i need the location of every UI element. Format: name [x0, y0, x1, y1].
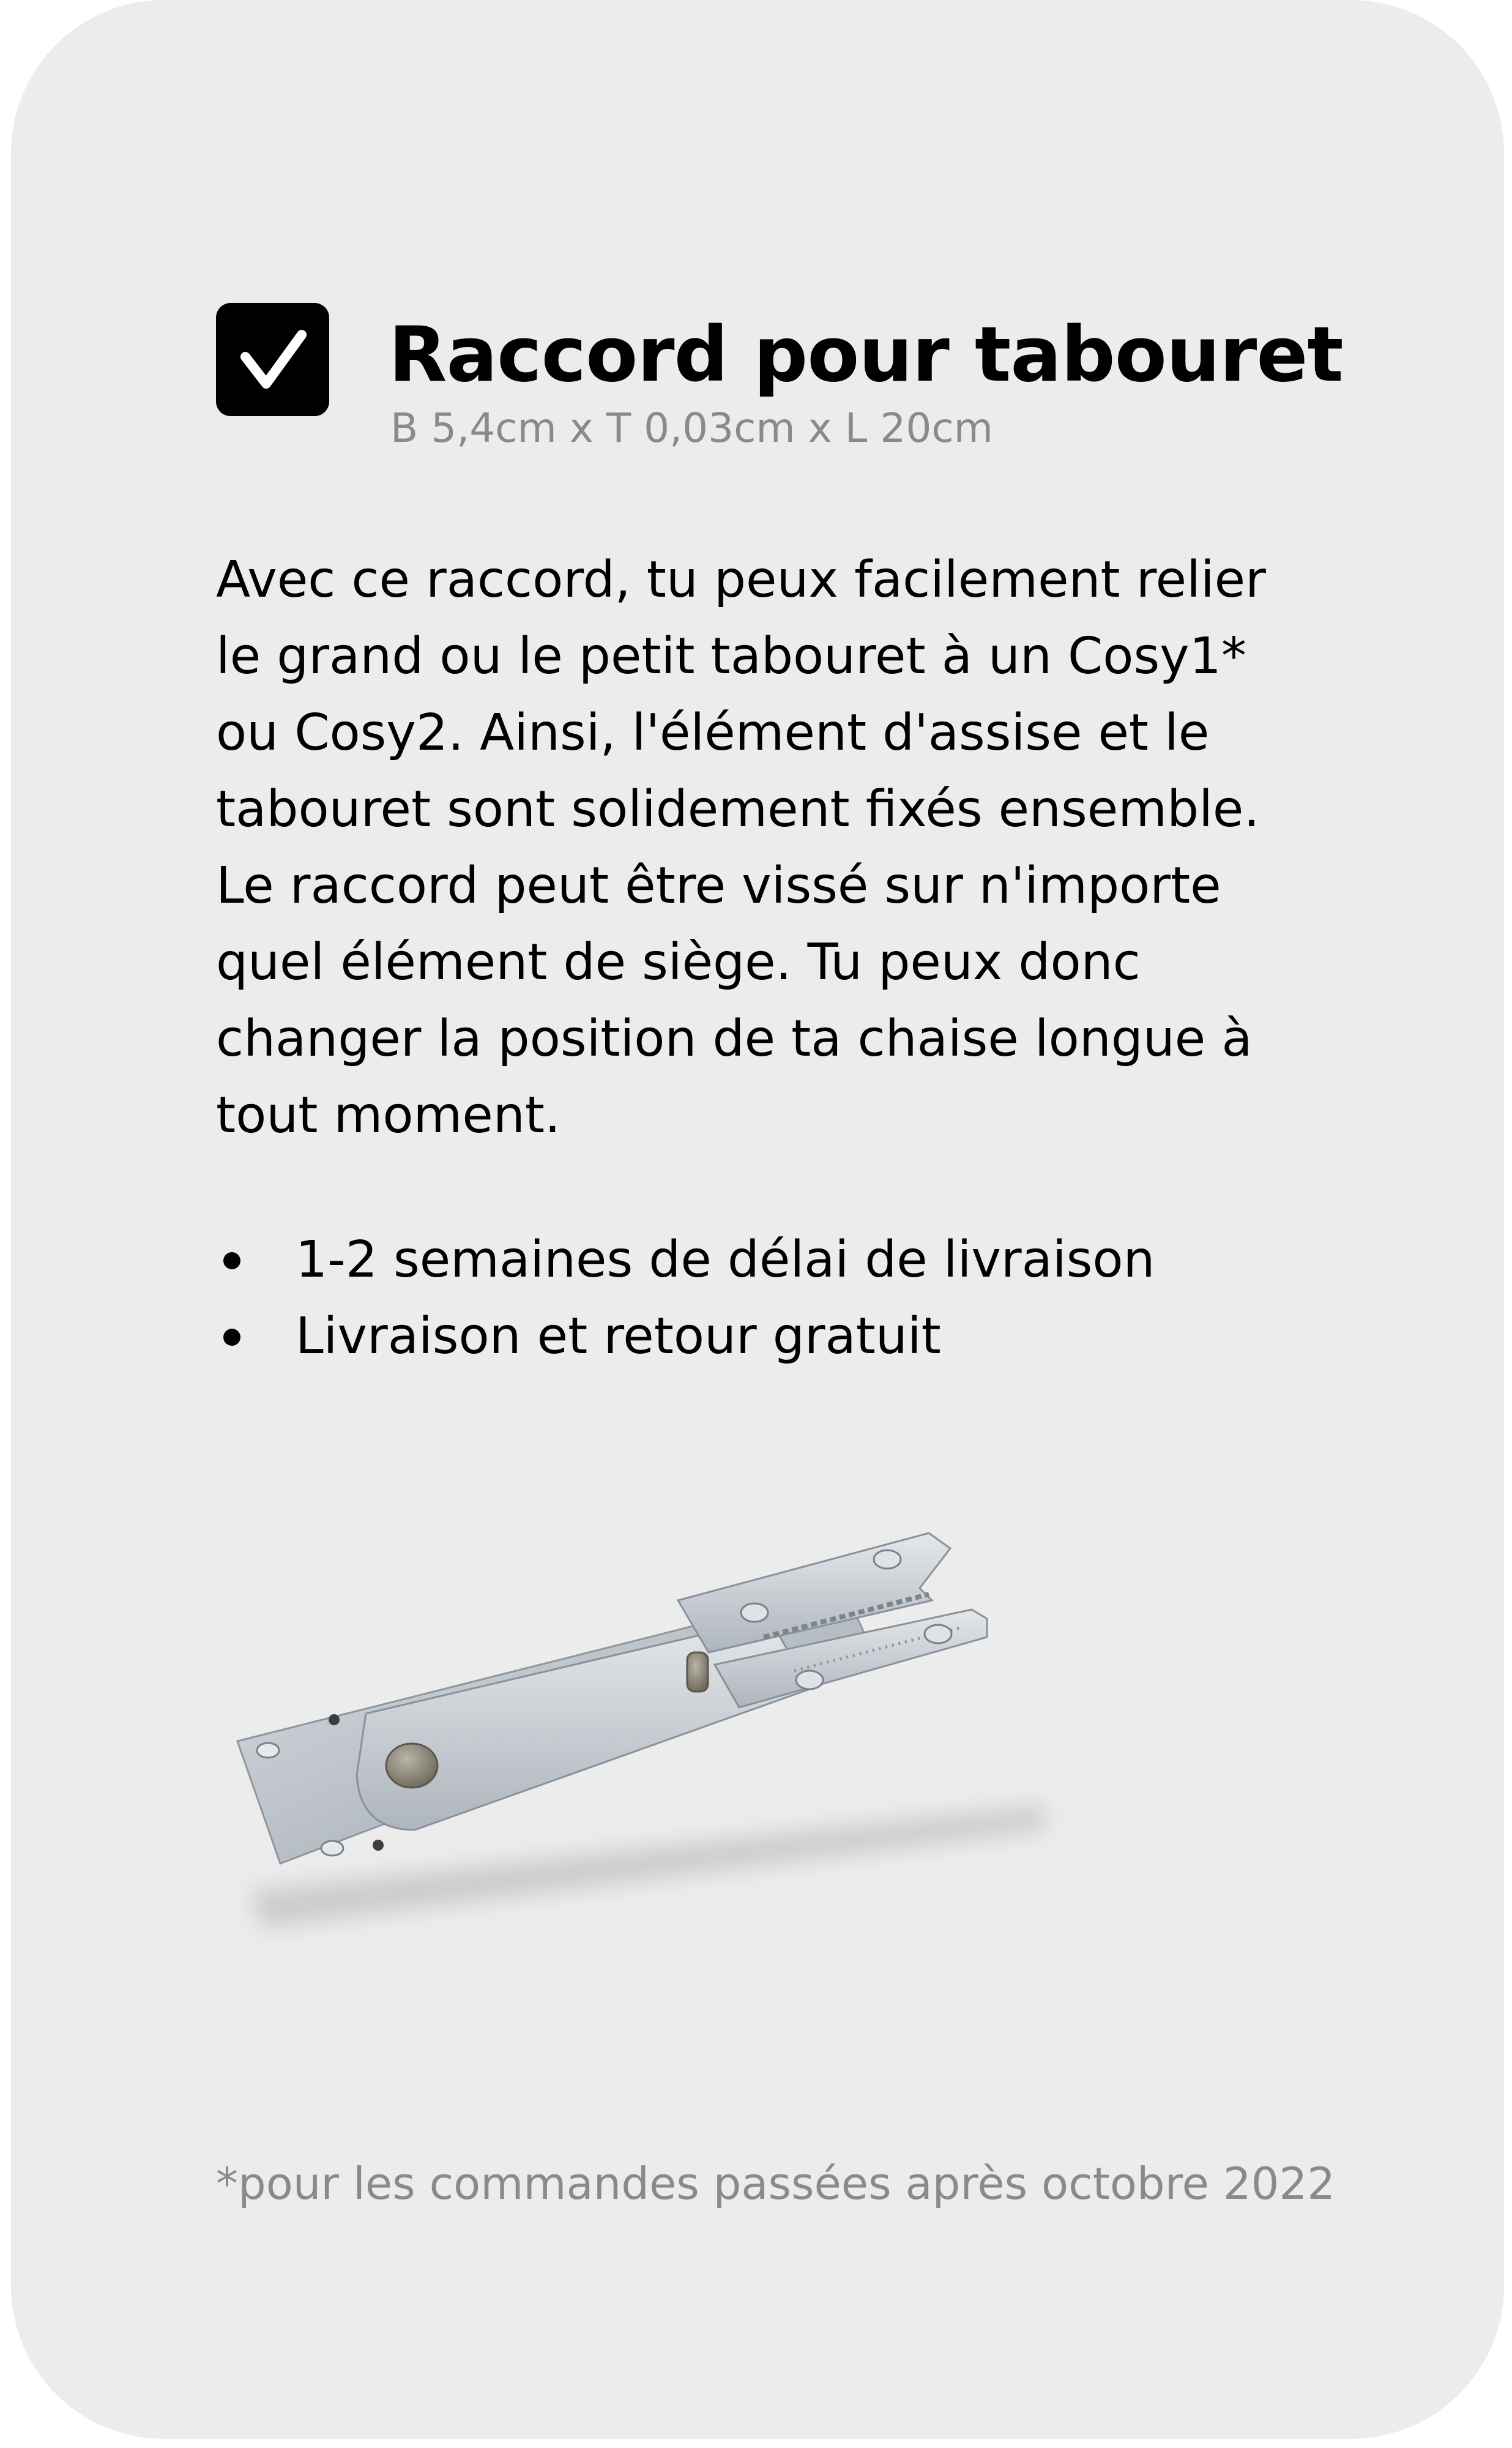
footnote: *pour les commandes passées après octobre 2022	[216, 2158, 1336, 2209]
feature-item-delivery-time	[216, 1222, 1155, 1298]
feature-item-free-shipping	[216, 1298, 1155, 1375]
product-description	[216, 542, 1379, 1154]
checkbox-checked-icon	[216, 303, 329, 416]
description-line: Le raccord peut être vissé sur n'importe	[216, 857, 1221, 915]
product-dimensions: B 5,4cm x T 0,03cm x L 20cm	[390, 405, 993, 452]
description-line: le grand ou le petit tabouret à un Cosy1*	[216, 627, 1246, 685]
description-line: ou Cosy2. Ainsi, l'élément d'assise et le	[216, 704, 1210, 762]
feature-text: Livraison et retour gratuit	[296, 1307, 941, 1365]
bullet-icon	[223, 1252, 240, 1269]
feature-list	[216, 1222, 1155, 1375]
bullet-icon	[223, 1329, 240, 1346]
description-line: quel élément de siège. Tu peux donc	[216, 933, 1141, 991]
product-title: Raccord pour tabouret	[389, 311, 1343, 399]
description-line: tout moment.	[216, 1086, 561, 1144]
description-line: tabouret sont solidement fixés ensemble.	[216, 780, 1260, 838]
product-card	[11, 0, 1504, 2439]
description-line: Avec ce raccord, tu peux facilement relier	[216, 551, 1266, 609]
description-line: changer la position de ta chaise longue à	[216, 1010, 1253, 1068]
feature-text: 1-2 semaines de délai de livraison	[296, 1231, 1155, 1289]
product-image	[225, 1487, 1082, 1965]
